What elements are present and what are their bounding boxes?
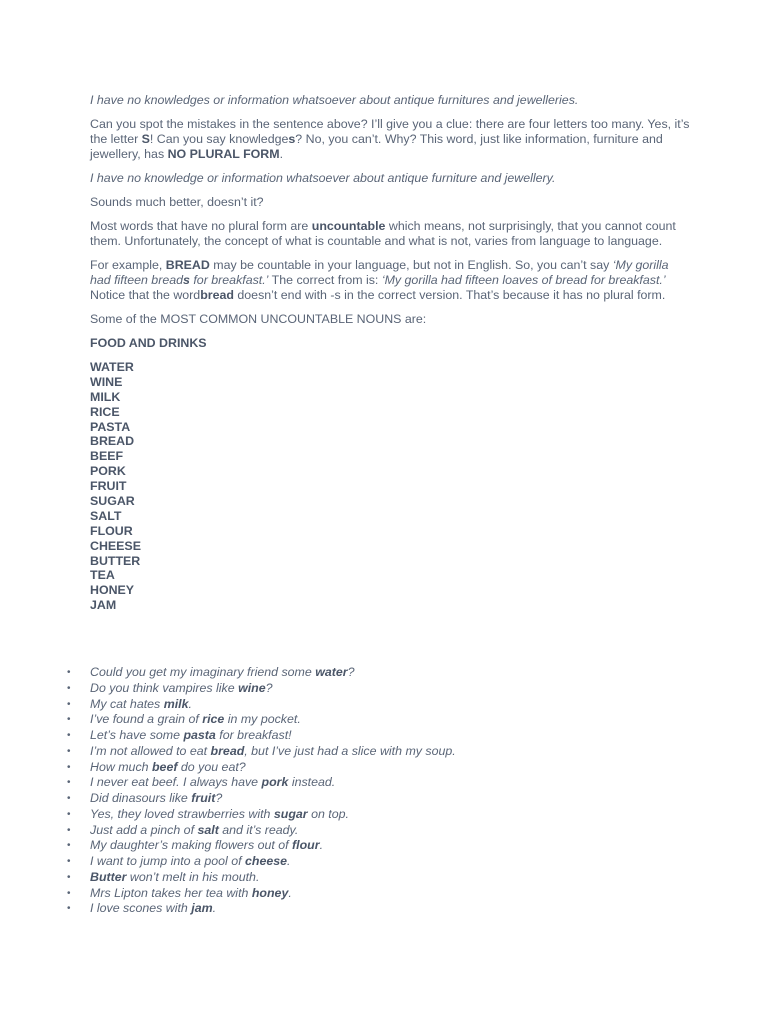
word-item: WATER [90,360,134,374]
example-text: ? [215,791,223,805]
example-keyword: salt [197,822,219,837]
example-text: won’t melt in his mouth. [126,869,260,884]
example-text: . [288,885,292,900]
word-item: FRUIT [90,479,127,494]
bullet-icon: • [67,730,71,741]
bullet-icon: • [67,793,71,804]
example-keyword: fruit [191,791,216,805]
example-keyword: pork [261,775,289,790]
word-item: TEA [90,568,115,583]
example-text: Could you get my imaginary friend some [90,665,316,679]
example-keyword: cheese [244,854,288,868]
word-item: WINE [90,374,123,389]
example-text: Do you think vampires like [90,680,239,695]
example-keyword: bread [210,743,245,758]
example-list-item [67,901,690,917]
example-list-item [67,775,690,791]
example-text: for breakfast! [215,728,292,742]
example-text: My daughter’s making flowers out of [90,838,293,853]
example-keyword: milk [163,696,189,711]
example-text: . [212,901,217,916]
example-text: Did dinasours like [90,791,192,805]
example-text: Yes, they loved strawberries with [90,806,274,821]
bullet-icon: • [67,840,71,852]
example-text: do you eat? [177,759,246,774]
uncountable-word-list [90,360,690,613]
example-text: . [287,854,291,868]
example-keyword: wine [238,680,266,695]
bullet-icon: • [67,761,71,773]
example-sentence-list [67,665,690,917]
bullet-icon: • [67,903,71,915]
paragraph-sounds-better: Sounds much better, doesn’t it? [90,195,264,209]
example-keyword: rice [202,712,225,727]
example-list-item [67,743,690,760]
example-text: Just add a pinch of [90,822,198,837]
paragraph-spot-mistakes: Can you spot the mistakes in the sentence above? I’ll give you a clue: there are four letters too many. Yes, it’s the letter S! Can you say knowledges? No, you can’t. Why? This word, just like information, furniture and jewellery, has NO PLURAL FORM. [90,117,690,161]
word-item: FLOUR [90,523,133,538]
bullet-icon: • [67,887,71,899]
example-list-item [67,665,690,681]
word-item: PASTA [90,419,131,434]
example-keyword: jam [191,901,213,916]
example-text: I’m not allowed to eat [90,743,211,758]
bullet-icon: • [67,856,71,867]
section-heading: FOOD AND DRINKS [90,336,207,350]
example-text: Let’s have some [90,728,184,742]
example-list-item [67,759,690,776]
word-item: SUGAR [90,494,135,509]
bullet-icon: • [67,698,71,710]
example-text: ? [265,680,273,695]
word-item: BREAD [90,434,135,449]
example-text: and it’s ready. [218,822,299,837]
document-body [90,93,690,613]
word-item: PORK [90,464,126,479]
example-text: My cat hates [90,696,164,711]
example-keyword: water [315,665,348,679]
paragraph-most-common: Some of the MOST COMMON UNCOUNTABLE NOUNS are: [90,312,427,326]
word-item: MILK [90,389,121,404]
wrong-example-sentence: I have no knowledges or information whatsoever about antique furnitures and jewelleries. [90,93,579,107]
example-keyword: honey [251,885,289,900]
example-keyword: pasta [183,728,216,742]
example-text: Mrs Lipton takes her tea with [90,885,252,900]
example-keyword: beef [151,759,178,774]
example-list-item [67,869,690,886]
example-keyword: flour [292,838,320,853]
bullet-icon: • [67,871,71,883]
example-text: instead. [288,775,336,790]
paragraph-uncountable: Most words that have no plural form are uncountable which means, not surprisingly, that you cannot count them. Unfortunately, the concept of what is countable and what is not, varies from language to language. [90,219,676,248]
example-keyword: Butter [90,869,127,884]
word-item: SALT [90,508,122,523]
example-text: I love scones with [90,901,192,916]
bullet-icon: • [67,808,71,820]
bullet-icon: • [67,824,71,836]
paragraph-bread-example: For example, BREAD may be countable in your language, but not in English. So, you can’t say ‘My gorilla had fifteen breads for breakfast.’ The correct from is: ‘My gorilla had fifteen loaves of bread for breakfast.’ Notice that the wordbread doesn’t end with -s in the correct version. That’s because it has no plural form. [90,258,669,302]
word-item: BUTTER [90,553,141,568]
example-list-item [67,791,690,807]
example-text: . [188,696,192,711]
example-list-item [67,806,690,823]
example-list-item [67,885,690,902]
example-list-item [67,838,690,854]
example-text: How much [90,759,152,774]
example-text: I never eat beef. I always have [90,775,262,790]
bullet-icon: • [67,667,71,678]
word-item: HONEY [90,583,135,598]
word-item: CHEESE [90,538,141,553]
example-text: on top. [307,806,349,821]
example-list-item [67,712,690,728]
example-text: . [319,838,324,853]
bullet-icon: • [67,682,71,694]
bullet-icon: • [67,714,71,726]
example-list-item [67,822,690,839]
example-list-item [67,696,690,713]
bullet-icon: • [67,777,71,789]
example-text: I want to jump into a pool of [90,854,245,868]
word-item: JAM [90,598,117,613]
example-list-item [67,680,690,697]
example-text: in my pocket. [224,712,301,727]
example-text: , but I’ve just had a slice with my soup. [244,743,456,758]
example-text: ? [347,665,355,679]
word-item: RICE [90,404,120,419]
example-keyword: sugar [273,806,308,821]
correct-example-sentence: I have no knowledge or information whatsoever about antique furniture and jewellery. [90,171,556,185]
bullet-icon: • [67,745,71,757]
example-list-item [67,854,690,870]
example-text: I’ve found a grain of [90,712,203,727]
word-item: BEEF [90,449,124,464]
example-list-item [67,728,690,744]
